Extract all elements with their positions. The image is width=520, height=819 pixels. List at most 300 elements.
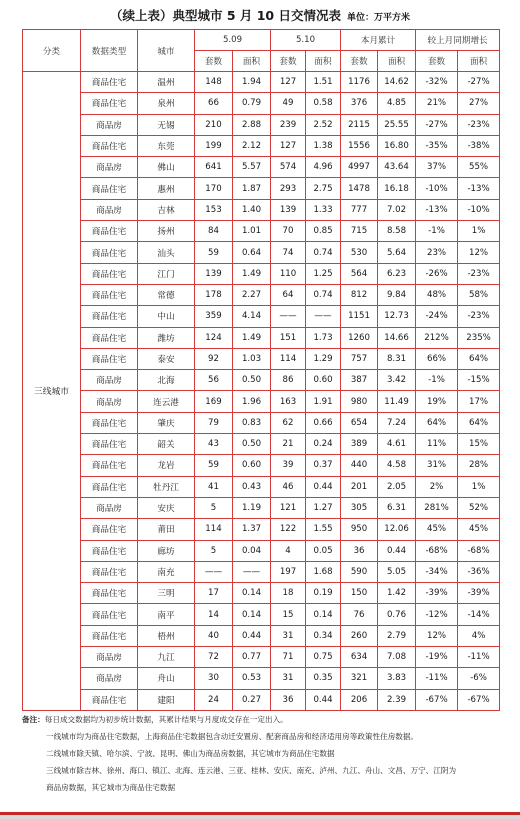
cell-area-2: 0.85 [306, 221, 341, 242]
cell-count-2: 574 [271, 157, 306, 178]
table-row [23, 497, 500, 518]
cell-yoy-area: -23% [458, 114, 500, 135]
cell-yoy-area: -13% [458, 178, 500, 199]
table-title: （续上表）典型城市 5 月 10 日交情况表 [109, 8, 341, 23]
table-header [23, 30, 500, 72]
cell-area-2: —— [306, 306, 341, 327]
cell-yoy-count: -35% [416, 135, 458, 156]
cell-month-count: 260 [341, 625, 378, 646]
cell-city: 牡丹江 [138, 476, 195, 497]
cell-month-count: 564 [341, 263, 378, 284]
cell-area-2: 0.58 [306, 93, 341, 114]
cell-month-count: 980 [341, 391, 378, 412]
cell-yoy-count: 64% [416, 412, 458, 433]
header-count: 套数 [341, 51, 378, 72]
table-row [23, 370, 500, 391]
cell-yoy-area: 12% [458, 242, 500, 263]
cell-yoy-count: -1% [416, 370, 458, 391]
cell-yoy-count: -24% [416, 306, 458, 327]
cell-count-1: 359 [195, 306, 233, 327]
cell-month-area: 4.58 [378, 455, 416, 476]
cell-data-type: 商品住宅 [81, 625, 138, 646]
cell-month-area: 6.31 [378, 497, 416, 518]
cell-month-count: 590 [341, 561, 378, 582]
table-row [23, 540, 500, 561]
cell-count-1: 114 [195, 519, 233, 540]
cell-count-2: 71 [271, 647, 306, 668]
cell-count-1: 66 [195, 93, 233, 114]
cell-area-1: 0.60 [233, 455, 271, 476]
cell-area-2: 0.60 [306, 370, 341, 391]
cell-yoy-count: 45% [416, 519, 458, 540]
table-row [23, 93, 500, 114]
cell-yoy-count: -10% [416, 178, 458, 199]
cell-count-1: 148 [195, 72, 233, 93]
cell-count-2: 127 [271, 72, 306, 93]
cell-data-type: 商品住宅 [81, 221, 138, 242]
cell-city: 泉州 [138, 93, 195, 114]
cell-yoy-area: -23% [458, 263, 500, 284]
cell-area-2: 4.96 [306, 157, 341, 178]
cell-count-2: 15 [271, 604, 306, 625]
table-row [23, 221, 500, 242]
cell-area-2: 0.35 [306, 668, 341, 689]
cell-count-2: 18 [271, 583, 306, 604]
cell-count-2: 197 [271, 561, 306, 582]
cell-count-1: 72 [195, 647, 233, 668]
cell-yoy-area: -6% [458, 668, 500, 689]
cell-city: 汕头 [138, 242, 195, 263]
cell-data-type: 商品房 [81, 668, 138, 689]
cell-data-type: 商品住宅 [81, 519, 138, 540]
header-city: 城市 [138, 30, 195, 72]
cell-month-area: 7.08 [378, 647, 416, 668]
cell-yoy-area: 64% [458, 348, 500, 369]
cell-city: 中山 [138, 306, 195, 327]
cell-area-2: 0.19 [306, 583, 341, 604]
cell-month-area: 5.05 [378, 561, 416, 582]
cell-data-type: 商品住宅 [81, 476, 138, 497]
cell-month-count: 387 [341, 370, 378, 391]
table-row [23, 242, 500, 263]
cell-count-2: 64 [271, 284, 306, 305]
cell-area-2: 1.33 [306, 199, 341, 220]
cell-yoy-count: 212% [416, 327, 458, 348]
cell-city: 吉林 [138, 199, 195, 220]
transactions-table-wrapper [22, 29, 499, 711]
table-row [23, 348, 500, 369]
note-text-5: 商品房数据，其它城市为商品住宅数据 [46, 783, 176, 792]
table-row [23, 455, 500, 476]
cell-yoy-area: 4% [458, 625, 500, 646]
cell-area-1: 0.50 [233, 434, 271, 455]
cell-month-area: 14.62 [378, 72, 416, 93]
cell-yoy-area: -14% [458, 604, 500, 625]
cell-yoy-count: 19% [416, 391, 458, 412]
cell-count-2: 163 [271, 391, 306, 412]
cell-count-1: 210 [195, 114, 233, 135]
note-text-3: 二线城市除天镇、哈尔滨、宁波、昆明、佛山为商品房数据，其它城市为商品住宅数据 [46, 749, 335, 758]
cell-area-2: 1.68 [306, 561, 341, 582]
cell-yoy-area: -39% [458, 583, 500, 604]
cell-count-1: 5 [195, 540, 233, 561]
cell-area-1: 2.27 [233, 284, 271, 305]
cell-month-count: 654 [341, 412, 378, 433]
cell-area-2: 2.52 [306, 114, 341, 135]
cell-yoy-area: 58% [458, 284, 500, 305]
cell-city: 安庆 [138, 497, 195, 518]
cell-area-1: 0.83 [233, 412, 271, 433]
cell-area-2: 2.75 [306, 178, 341, 199]
cell-count-1: 641 [195, 157, 233, 178]
cell-area-2: 0.05 [306, 540, 341, 561]
table-body [23, 72, 500, 711]
header-category: 分类 [23, 30, 81, 72]
note-text-4: 三线城市除吉林、徐州、海口、镇江、北海、连云港、三亚、桂林、安庆、南充、泸州、九江、舟山、文昌、万宁、江阴为 [46, 766, 457, 775]
cell-city: 无锡 [138, 114, 195, 135]
cell-area-1: 0.43 [233, 476, 271, 497]
cell-city: 九江 [138, 647, 195, 668]
table-row [23, 434, 500, 455]
notes-label: 备注： [22, 715, 45, 724]
cell-month-count: 389 [341, 434, 378, 455]
cell-yoy-area: 27% [458, 93, 500, 114]
cell-area-2: 0.75 [306, 647, 341, 668]
cell-area-1: 5.57 [233, 157, 271, 178]
cell-area-2: 0.24 [306, 434, 341, 455]
cell-count-2: 239 [271, 114, 306, 135]
cell-area-1: 2.12 [233, 135, 271, 156]
cell-yoy-count: -67% [416, 689, 458, 710]
cell-yoy-area: 1% [458, 221, 500, 242]
cell-count-1: 199 [195, 135, 233, 156]
cell-yoy-area: 15% [458, 434, 500, 455]
cell-yoy-count: 12% [416, 625, 458, 646]
cell-count-1: 24 [195, 689, 233, 710]
cell-yoy-count: -1% [416, 221, 458, 242]
cell-area-1: 1.87 [233, 178, 271, 199]
cell-city: 南平 [138, 604, 195, 625]
cell-city: 梧州 [138, 625, 195, 646]
cell-yoy-area: 52% [458, 497, 500, 518]
table-row [23, 135, 500, 156]
cell-month-count: 1176 [341, 72, 378, 93]
cell-count-2: 151 [271, 327, 306, 348]
unit-label: 单位：万平方米 [347, 13, 411, 23]
cell-area-1: 0.77 [233, 647, 271, 668]
cell-month-area: 43.64 [378, 157, 416, 178]
cell-yoy-count: 31% [416, 455, 458, 476]
cell-city: 江门 [138, 263, 195, 284]
cell-month-area: 25.55 [378, 114, 416, 135]
transactions-table [22, 29, 500, 711]
cell-count-1: 17 [195, 583, 233, 604]
cell-city: 三明 [138, 583, 195, 604]
cell-area-1: —— [233, 561, 271, 582]
cell-area-1: 0.50 [233, 370, 271, 391]
cell-city: 常德 [138, 284, 195, 305]
cell-city: 建阳 [138, 689, 195, 710]
cell-month-area: 1.42 [378, 583, 416, 604]
cell-area-2: 0.37 [306, 455, 341, 476]
cell-count-1: 84 [195, 221, 233, 242]
cell-yoy-count: -39% [416, 583, 458, 604]
cell-count-2: 46 [271, 476, 306, 497]
cell-count-1: 56 [195, 370, 233, 391]
cell-month-area: 8.58 [378, 221, 416, 242]
cell-month-count: 36 [341, 540, 378, 561]
cell-data-type: 商品房 [81, 114, 138, 135]
cell-yoy-area: -23% [458, 306, 500, 327]
table-row [23, 306, 500, 327]
cell-month-count: 440 [341, 455, 378, 476]
notes-section [22, 711, 504, 796]
cell-month-count: 1151 [341, 306, 378, 327]
cell-month-area: 16.80 [378, 135, 416, 156]
cell-count-2: 121 [271, 497, 306, 518]
cell-month-count: 634 [341, 647, 378, 668]
cell-data-type: 商品房 [81, 370, 138, 391]
cell-yoy-area: -27% [458, 72, 500, 93]
cell-area-2: 1.51 [306, 72, 341, 93]
cell-area-2: 0.44 [306, 476, 341, 497]
cell-area-1: 1.96 [233, 391, 271, 412]
cell-month-count: 757 [341, 348, 378, 369]
cell-month-area: 4.85 [378, 93, 416, 114]
bottom-rule-gray [0, 815, 520, 819]
cell-data-type: 商品住宅 [81, 583, 138, 604]
cell-count-1: 124 [195, 327, 233, 348]
cell-count-2: 86 [271, 370, 306, 391]
cell-count-2: —— [271, 306, 306, 327]
cell-city: 温州 [138, 72, 195, 93]
cell-yoy-area: -38% [458, 135, 500, 156]
header-area: 面积 [458, 51, 500, 72]
cell-area-1: 1.37 [233, 519, 271, 540]
table-row [23, 604, 500, 625]
cell-city: 扬州 [138, 221, 195, 242]
table-row [23, 689, 500, 710]
cell-count-1: 14 [195, 604, 233, 625]
cell-yoy-area: -15% [458, 370, 500, 391]
header-month-total: 本月累计 [341, 30, 416, 51]
cell-city: 龙岩 [138, 455, 195, 476]
cell-city: 惠州 [138, 178, 195, 199]
cell-month-count: 715 [341, 221, 378, 242]
cell-data-type: 商品房 [81, 647, 138, 668]
cell-count-1: 153 [195, 199, 233, 220]
cell-month-area: 6.23 [378, 263, 416, 284]
cell-count-2: 39 [271, 455, 306, 476]
cell-count-1: —— [195, 561, 233, 582]
cell-yoy-area: -11% [458, 647, 500, 668]
header-date-2: 5.10 [271, 30, 341, 51]
cell-month-area: 12.06 [378, 519, 416, 540]
cell-area-2: 1.73 [306, 327, 341, 348]
cell-yoy-count: -26% [416, 263, 458, 284]
cell-count-2: 139 [271, 199, 306, 220]
cell-month-area: 3.83 [378, 668, 416, 689]
table-row [23, 476, 500, 497]
cell-area-1: 1.49 [233, 263, 271, 284]
cell-count-1: 30 [195, 668, 233, 689]
cell-area-2: 0.66 [306, 412, 341, 433]
cell-yoy-count: 23% [416, 242, 458, 263]
header-area: 面积 [306, 51, 341, 72]
cell-count-2: 74 [271, 242, 306, 263]
cell-count-1: 41 [195, 476, 233, 497]
cell-area-1: 0.27 [233, 689, 271, 710]
cell-data-type: 商品住宅 [81, 689, 138, 710]
cell-yoy-area: 55% [458, 157, 500, 178]
cell-yoy-area: -68% [458, 540, 500, 561]
table-row [23, 114, 500, 135]
cell-area-1: 1.94 [233, 72, 271, 93]
cell-city: 泰安 [138, 348, 195, 369]
cell-yoy-count: 48% [416, 284, 458, 305]
cell-count-2: 70 [271, 221, 306, 242]
cell-area-2: 0.44 [306, 689, 341, 710]
cell-month-area: 5.64 [378, 242, 416, 263]
table-row [23, 284, 500, 305]
cell-count-2: 293 [271, 178, 306, 199]
cell-yoy-count: -27% [416, 114, 458, 135]
table-row [23, 412, 500, 433]
cell-month-count: 1260 [341, 327, 378, 348]
cell-area-1: 0.14 [233, 583, 271, 604]
cell-yoy-count: 66% [416, 348, 458, 369]
header-count: 套数 [271, 51, 306, 72]
table-row [23, 561, 500, 582]
cell-data-type: 商品住宅 [81, 434, 138, 455]
cell-month-area: 12.73 [378, 306, 416, 327]
cell-data-type: 商品住宅 [81, 348, 138, 369]
cell-month-area: 2.39 [378, 689, 416, 710]
cell-area-2: 1.29 [306, 348, 341, 369]
cell-yoy-area: 64% [458, 412, 500, 433]
cell-yoy-count: 2% [416, 476, 458, 497]
cell-count-2: 31 [271, 625, 306, 646]
cell-yoy-count: 281% [416, 497, 458, 518]
cell-area-1: 0.53 [233, 668, 271, 689]
note-text-2: 一线城市均为商品住宅数据，上海商品住宅数据包含动迁安置房、配套商品房和经济适用房等政策性住房数据。 [46, 732, 419, 741]
cell-area-2: 1.25 [306, 263, 341, 284]
cell-area-1: 1.03 [233, 348, 271, 369]
cell-month-area: 7.24 [378, 412, 416, 433]
cell-month-area: 2.05 [378, 476, 416, 497]
cell-count-1: 59 [195, 242, 233, 263]
header-count: 套数 [416, 51, 458, 72]
cell-month-area: 4.61 [378, 434, 416, 455]
cell-area-1: 2.88 [233, 114, 271, 135]
cell-area-1: 0.64 [233, 242, 271, 263]
cell-yoy-count: 11% [416, 434, 458, 455]
cell-count-2: 21 [271, 434, 306, 455]
cell-yoy-count: 37% [416, 157, 458, 178]
cell-month-area: 0.76 [378, 604, 416, 625]
table-row [23, 327, 500, 348]
cell-yoy-area: -67% [458, 689, 500, 710]
cell-count-1: 178 [195, 284, 233, 305]
note-line [22, 711, 504, 728]
cell-month-count: 1556 [341, 135, 378, 156]
cell-area-2: 0.74 [306, 284, 341, 305]
cell-month-count: 76 [341, 604, 378, 625]
cell-month-area: 3.42 [378, 370, 416, 391]
table-row [23, 178, 500, 199]
cell-yoy-area: 45% [458, 519, 500, 540]
cell-data-type: 商品住宅 [81, 540, 138, 561]
cell-count-2: 4 [271, 540, 306, 561]
cell-month-area: 16.18 [378, 178, 416, 199]
cell-month-count: 812 [341, 284, 378, 305]
cell-city: 潍坊 [138, 327, 195, 348]
cell-count-1: 92 [195, 348, 233, 369]
cell-yoy-count: -19% [416, 647, 458, 668]
cell-city: 南充 [138, 561, 195, 582]
cell-data-type: 商品住宅 [81, 93, 138, 114]
cell-data-type: 商品住宅 [81, 561, 138, 582]
cell-month-count: 1478 [341, 178, 378, 199]
cell-area-2: 1.38 [306, 135, 341, 156]
cell-month-area: 0.44 [378, 540, 416, 561]
cell-count-2: 122 [271, 519, 306, 540]
category-cell: 三线城市 [23, 72, 81, 711]
cell-area-2: 1.55 [306, 519, 341, 540]
cell-yoy-count: -34% [416, 561, 458, 582]
cell-data-type: 商品房 [81, 497, 138, 518]
cell-data-type: 商品住宅 [81, 327, 138, 348]
cell-area-1: 4.14 [233, 306, 271, 327]
cell-month-count: 305 [341, 497, 378, 518]
note-text-1: 每日成交数据均为初步统计数据，其累计结果与月度成交存在一定出入。 [44, 715, 288, 724]
cell-yoy-area: 235% [458, 327, 500, 348]
cell-month-area: 9.84 [378, 284, 416, 305]
cell-data-type: 商品住宅 [81, 263, 138, 284]
cell-data-type: 商品住宅 [81, 135, 138, 156]
header-data-type: 数据类型 [81, 30, 138, 72]
header-area: 面积 [378, 51, 416, 72]
cell-month-area: 14.66 [378, 327, 416, 348]
table-row [23, 391, 500, 412]
cell-count-1: 5 [195, 497, 233, 518]
cell-month-count: 4997 [341, 157, 378, 178]
cell-data-type: 商品住宅 [81, 72, 138, 93]
cell-city: 东莞 [138, 135, 195, 156]
table-row [23, 583, 500, 604]
cell-yoy-count: -32% [416, 72, 458, 93]
cell-data-type: 商品住宅 [81, 412, 138, 433]
cell-month-count: 321 [341, 668, 378, 689]
cell-data-type: 商品住宅 [81, 284, 138, 305]
cell-month-area: 2.79 [378, 625, 416, 646]
table-row [23, 263, 500, 284]
cell-area-2: 0.74 [306, 242, 341, 263]
cell-count-2: 49 [271, 93, 306, 114]
cell-yoy-count: -12% [416, 604, 458, 625]
cell-month-count: 150 [341, 583, 378, 604]
cell-yoy-area: 28% [458, 455, 500, 476]
cell-yoy-count: -68% [416, 540, 458, 561]
cell-month-area: 8.31 [378, 348, 416, 369]
cell-data-type: 商品住宅 [81, 178, 138, 199]
cell-month-count: 530 [341, 242, 378, 263]
cell-count-2: 127 [271, 135, 306, 156]
cell-city: 廊坊 [138, 540, 195, 561]
table-row [23, 668, 500, 689]
cell-month-area: 7.02 [378, 199, 416, 220]
cell-area-1: 0.04 [233, 540, 271, 561]
